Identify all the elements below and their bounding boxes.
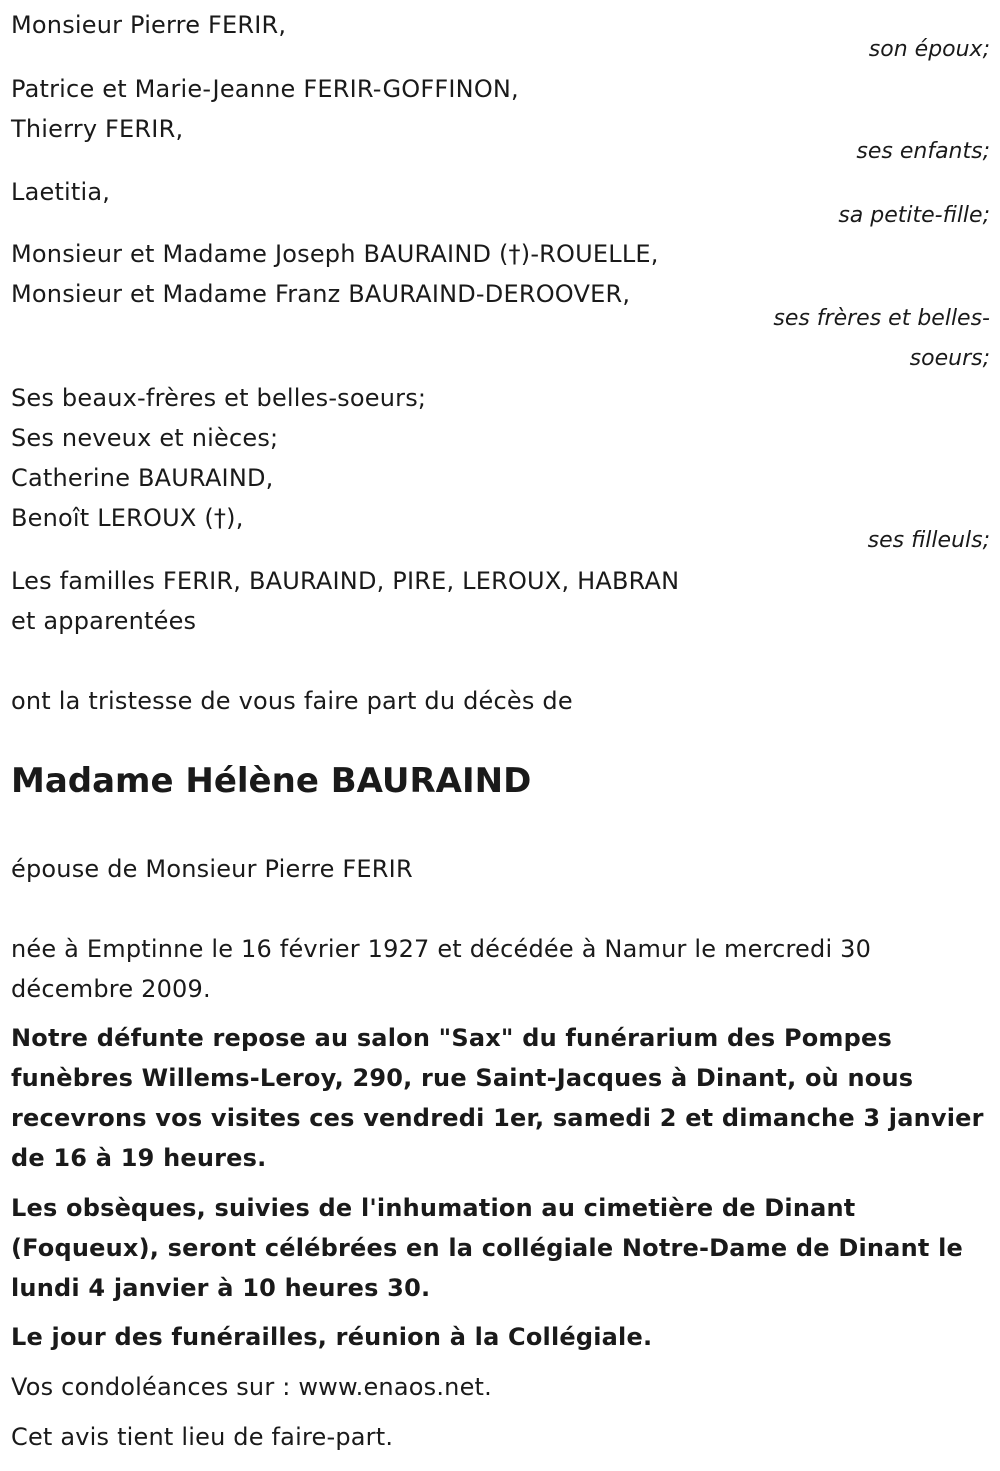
spouse-line: épouse de Monsieur Pierre FERIR <box>11 855 413 883</box>
notice-line: Cet avis tient lieu de faire-part. <box>11 1423 394 1451</box>
family-line-inlaws: Ses beaux-frères et belles-soeurs; <box>11 384 427 412</box>
role-children: ses enfants; <box>856 139 990 164</box>
deceased-name: Madame Hélène BAURAIND <box>11 761 532 801</box>
role-siblings-2: soeurs; <box>909 346 990 371</box>
viewing-line-1: Notre défunte repose au salon "Sax" du funérarium des Pompes <box>11 1024 892 1052</box>
role-granddaughter: sa petite-fille; <box>838 203 990 228</box>
announcement-intro: ont la tristesse de vous faire part du décès de <box>11 687 573 715</box>
funeral-line-2: (Foqueux), seront célébrées en la collégiale Notre-Dame de Dinant le <box>11 1234 963 1262</box>
family-line-godchild-2: Benoît LEROUX (†), <box>11 504 244 532</box>
role-husband: son époux; <box>868 37 990 62</box>
funeral-line-1: Les obsèques, suivies de l'inhumation au cimetière de Dinant <box>11 1194 856 1222</box>
viewing-line-2: funèbres Willems-Leroy, 290, rue Saint-Jacques à Dinant, où nous <box>11 1064 914 1092</box>
birth-death-line-2: décembre 2009. <box>11 975 211 1003</box>
family-line-husband: Monsieur Pierre FERIR, <box>11 11 287 39</box>
family-line-siblings-2: Monsieur et Madame Franz BAURAIND-DEROOVER, <box>11 280 631 308</box>
meeting-line: Le jour des funérailles, réunion à la Collégiale. <box>11 1323 653 1351</box>
viewing-line-3: recevrons vos visites ces vendredi 1er, samedi 2 et dimanche 3 janvier <box>11 1104 984 1132</box>
funeral-line-3: lundi 4 janvier à 10 heures 30. <box>11 1274 431 1302</box>
family-line-nephews: Ses neveux et nièces; <box>11 424 279 452</box>
birth-death-line-1: née à Emptinne le 16 février 1927 et décédée à Namur le mercredi 30 <box>11 935 872 963</box>
role-siblings-1: ses frères et belles- <box>773 306 990 331</box>
family-line-families-2: et apparentées <box>11 607 197 635</box>
viewing-line-4: de 16 à 19 heures. <box>11 1144 267 1172</box>
condolences-line: Vos condoléances sur : www.enaos.net. <box>11 1373 492 1401</box>
family-line-godchild-1: Catherine BAURAIND, <box>11 464 274 492</box>
family-line-families-1: Les familles FERIR, BAURAIND, PIRE, LEROUX, HABRAN <box>11 567 680 595</box>
family-line-granddaughter: Laetitia, <box>11 178 111 206</box>
family-line-children-1: Patrice et Marie-Jeanne FERIR-GOFFINON, <box>11 75 519 103</box>
family-line-children-2: Thierry FERIR, <box>11 115 184 143</box>
family-line-siblings-1: Monsieur et Madame Joseph BAURAIND (†)-ROUELLE, <box>11 240 659 268</box>
role-godchildren: ses filleuls; <box>867 528 990 553</box>
